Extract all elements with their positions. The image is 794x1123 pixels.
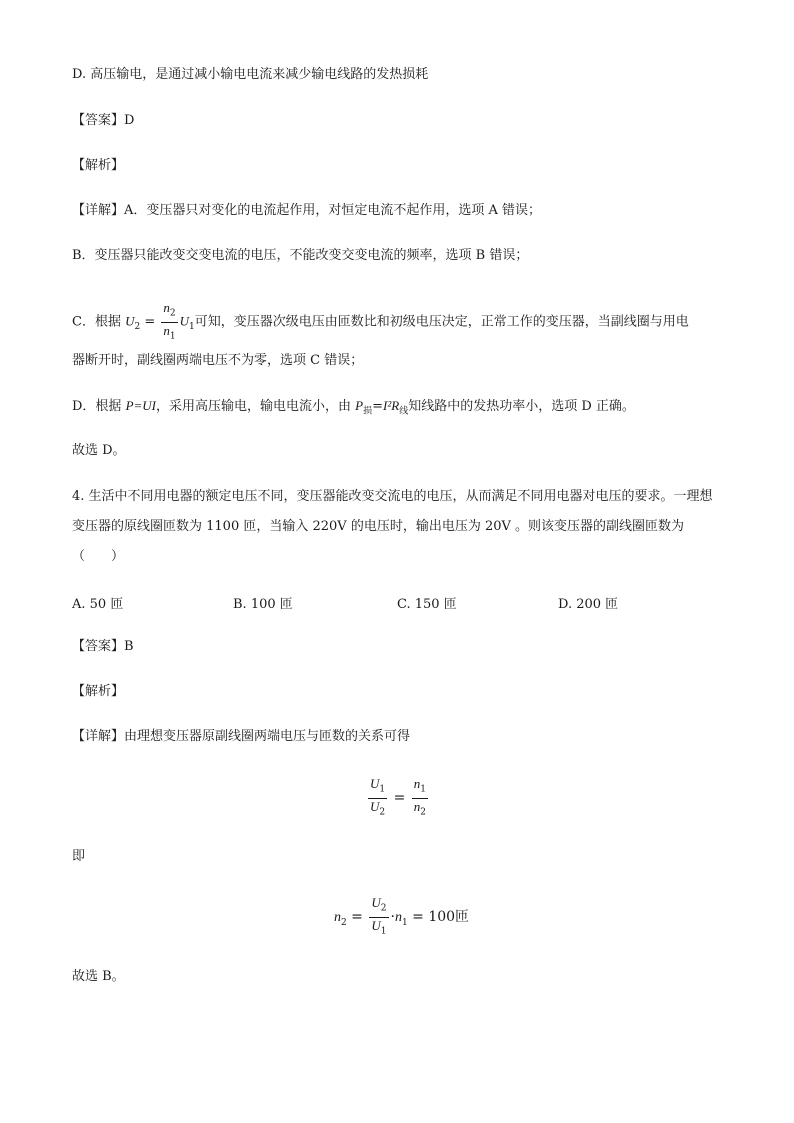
answer-label-1: 【答案】D [72,113,135,128]
choose-label-1: 故选 D。 [72,443,126,458]
detail-2: 【详解】由理想变压器原副线圈两端电压与匝数的关系可得 [72,729,411,744]
detail-d: D．根据 P=UI，采用高压输电，输电电流小，由 $P_损=I^2R_线$知线路中的发热功率小，选项 D 正确。 [72,398,635,417]
option-d-statement: D. 高压输电，是通过减小输电电流来减少输电线路的发热损耗 [72,67,429,82]
answer-label-2: 【答案】B [72,639,134,654]
detail-a: 【详解】A．变压器只对变化的电流起作用，对恒定电流不起作用，选项 A 错误； [72,203,542,218]
ji-label: 即 [72,849,86,864]
option-b: B. 100 匝 [233,597,293,612]
detail-b: B．变压器只能改变交变电流的电压，不能改变交变电流的频率，选项 B 错误； [72,248,529,263]
detail-c-cont: 器断开时，副线圈两端电压不为零，选项 C 错误； [72,353,364,368]
ratio-fraction: $\frac{n_2}{n_1}$ [163,300,176,342]
question-4: 4. 生活中不同用电器的额定电压不同，变压器能改变交流电的电压，从而满足不同用电器对电压的要求。一理想变压器的原线圈匝数为 1100 匝，当输入 220V 的电压时，输出电压为 20V 。则该变压器的副线圈匝数为（ ） [72,489,713,564]
ratio-formula: $\frac{U_1}{U_2}$ = $\frac{n_1}{n_2}$ [370,776,426,818]
option-d: D. 200 匝 [558,597,619,612]
result-formula: $n_2$ = $\frac{U_2}{U_1}$ $\cdot n_1 = 100$匝 [334,895,470,937]
option-a: A. 50 匝 [72,597,124,612]
detail-c: C．根据 $U_2$ = $\frac{n_2}{n_1}$ $U_1$可知，变压器次级电压由匝数比和初级电压决定，正常工作的变压器，当副线圈与用电 [72,300,689,344]
choose-label-2: 故选 B。 [72,969,125,984]
analysis-label-2: 【解析】 [72,684,125,699]
analysis-label-1: 【解析】 [72,158,125,173]
option-c: C. 150 匝 [397,597,457,612]
